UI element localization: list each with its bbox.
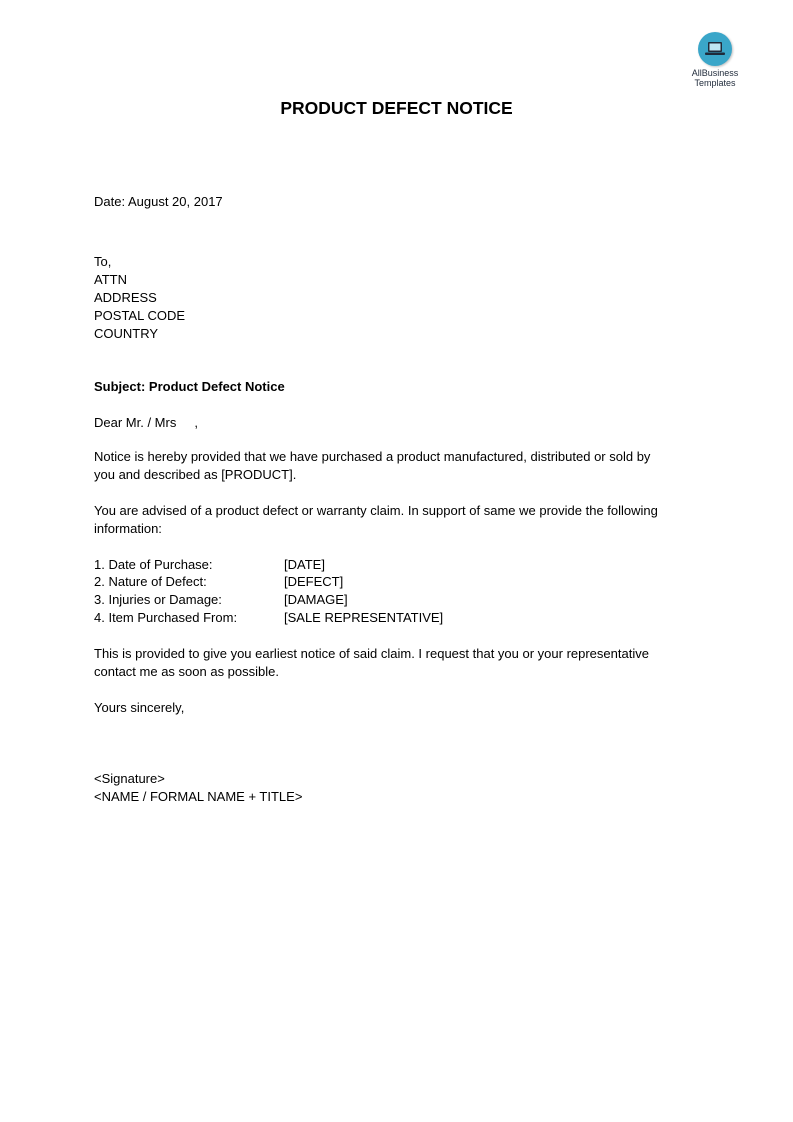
recipient-to: To, <box>94 254 112 269</box>
list-item-value: [DATE] <box>284 557 325 572</box>
list-item-label: 1. Date of Purchase: <box>94 557 213 572</box>
list-item <box>94 591 348 609</box>
paragraph2-line1: You are advised of a product defect or warranty claim. In support of same we provide the following <box>94 503 658 518</box>
logo-text-line2: Templates <box>694 78 736 88</box>
subject-line: Subject: Product Defect Notice <box>94 379 285 394</box>
closing: Yours sincerely, <box>94 700 185 715</box>
recipient-attn: ATTN <box>94 272 127 287</box>
list-item-value: [DEFECT] <box>284 574 344 589</box>
logo-text-line1: AllBusiness <box>691 68 739 78</box>
list-item <box>94 609 444 627</box>
paragraph2-line2: information: <box>94 521 162 536</box>
paragraph1-line2: you and described as [PRODUCT]. <box>94 467 297 482</box>
list-item-label: 2. Nature of Defect: <box>94 574 207 589</box>
document-title: PRODUCT DEFECT NOTICE <box>280 98 513 118</box>
name-title-placeholder: <NAME / FORMAL NAME + TITLE> <box>94 789 303 804</box>
list-item-label: 3. Injuries or Damage: <box>94 592 222 607</box>
list-item-label: 4. Item Purchased From: <box>94 610 238 625</box>
list-item-value: [SALE REPRESENTATIVE] <box>284 610 444 625</box>
list-item <box>94 573 344 591</box>
allbusiness-templates-logo <box>683 32 747 88</box>
salutation: Dear Mr. / Mrs , <box>94 415 199 430</box>
list-item <box>94 556 325 574</box>
date-line: Date: August 20, 2017 <box>94 194 223 209</box>
recipient-address: ADDRESS <box>94 290 157 305</box>
list-item-value: [DAMAGE] <box>284 592 348 607</box>
paragraph1-line1: Notice is hereby provided that we have purchased a product manufactured, distributed or sold by <box>94 449 651 464</box>
paragraph3-line1: This is provided to give you earliest notice of said claim. I request that you or your representative <box>94 646 649 661</box>
recipient-postal-code: POSTAL CODE <box>94 308 186 323</box>
laptop-icon <box>698 32 732 66</box>
recipient-country: COUNTRY <box>94 326 159 341</box>
signature-placeholder: <Signature> <box>94 771 165 786</box>
paragraph3-line2: contact me as soon as possible. <box>94 664 279 679</box>
